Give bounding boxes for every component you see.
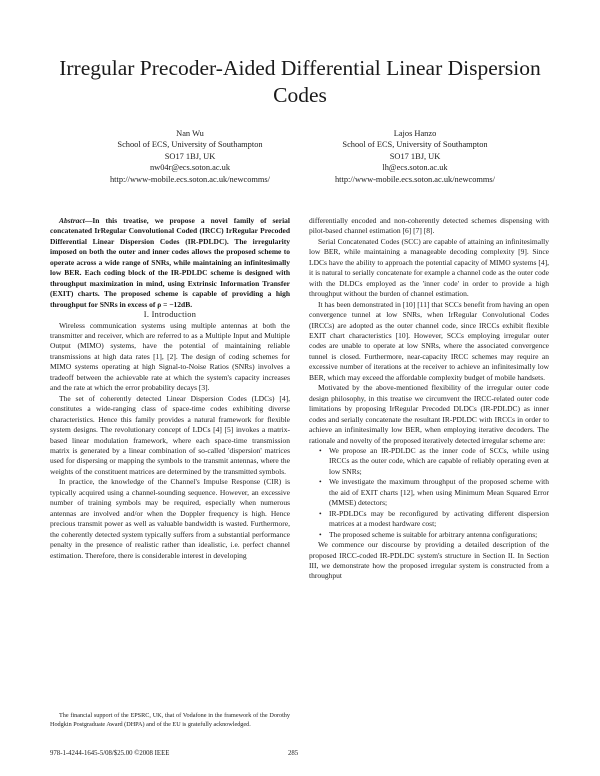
footnote-text: The financial support of the EPSRC, UK, that of Vodafone in the framework of the Dorothy Hodgkin Postgraduate Award (DHPA) and of the EU is gratefully acknowledged. (50, 712, 290, 728)
paragraph: We commence our discourse by providing a detailed description of the proposed IRCC-coded IR-PDLDC system's structure in Section II. In Section III, we demonstrate how the proposed irregular system is constructed from a throughput (309, 540, 549, 581)
paragraph: Wireless communication systems using multiple antennas at both the transmitter and receiver, which are referred to as a Multiple Input and Multiple Output (MIMO) systems, have the potential of maintaining reliable transmissions at high data rates [1], [2]. The design of coding schemes for MIMO systems operating at high Signal-to-Noise Ratios (SNRs) involves a tradeoff between the achievable rate at which the system's capacity increases and the rate at which the error probability decays [3]. (50, 320, 290, 393)
page-number: 285 (288, 750, 299, 757)
author-url: http://www-mobile.ecs.soton.ac.uk/newcomms/ (109, 174, 271, 184)
right-column (309, 216, 549, 582)
section-heading: I. Introduction (143, 310, 197, 320)
paper-title: Irregular Precoder-Aided Differential Linear Dispersion Codes (59, 56, 541, 107)
abstract (50, 216, 290, 310)
paragraph: It has been demonstrated in [10] [11] that SCCs benefit from having an open convergence tunnel at low SNRs, when IrRegular Convolutional Codes (IRCCs) are adopted as the outer channel code, since IRCCs exhibit flexible EXIT chart characteristics [10]. However, SCCs employing irregular outer codes are unable to operate at low SNRs, where the associated convergence tunnel is closed. Furthermore, near-capacity IRCC schemes may require an excessive number of iterations at the receiver to achieve an infinitesimally low BER, which may exceed the affordable complexity budget of mobile handsets. (309, 299, 549, 382)
author-email: lh@ecs.soton.ac.uk (382, 163, 448, 173)
list-item: • We propose an IR-PDLDC as the inner code of SCCs, while using IRCCs as the outer code, which are capable of reliably operating even at low SNRs; (329, 446, 549, 477)
left-column (50, 216, 290, 561)
author-affiliation: School of ECS, University of Southampton (117, 140, 263, 150)
author-postcode: SO17 1BJ, UK (164, 151, 216, 161)
author-affiliation: School of ECS, University of Southampton (342, 140, 488, 150)
footnote (50, 712, 290, 729)
footer-isbn: 978-1-4244-1645-5/08/$25.00 ©2008 IEEE (50, 750, 170, 757)
paragraph: Serial Concatenated Codes (SCC) are capable of attaining an infinitesimally low BER, while maintaining a manageable decoding complexity [9]. Since LDCs have the ability to approach the potential capacity of MIMO systems [4], it is natural to serially concatenate for example a channel code as the outer code with the DLDCs employed as the 'inner code' in order to provide a high throughput without the burden of channel estimation. (309, 236, 549, 299)
paragraph: In practice, the knowledge of the Channel's Impulse Response (CIR) is typically acquired using a channel-sounding sequence. However, an excessive number of training symbols may be required, especially when numerous antennas are involved and/or when the Doppler frequency is high. Hence precious transmit power as well as valuable bandwidth is wasted. Furthermore, the coherently detected system typically suffers from a substantial performance penalty in the presence of realistic rather than idealistic, i.e. perfect channel estimation. Therefore, there is considerable interest in developing (50, 477, 290, 560)
abstract-label: Abstract (59, 216, 85, 225)
author-block-1 (75, 128, 305, 185)
list-item: • The proposed scheme is suitable for arbitrary antenna configurations; (329, 530, 549, 540)
paragraph: Motivated by the above-mentioned flexibility of the irregular outer code design philosophy, in this treatise we circumvent the IRCC-related outer code limitations by proposing IrRegular Precoded DLDCs (IR-PDLDC) as inner codes and serially concatenate the resultant IR-PDLDC with IRCCs in order to achieve an infinitesimally low BER, when employing iterative decoders. The rationale and novelty of the proposed iteratively detected irregular scheme are: (309, 383, 549, 445)
author-email: nw04r@ecs.soton.ac.uk (149, 163, 231, 173)
author-name: Nan Wu (176, 129, 204, 138)
author-url: http://www-mobile.ecs.soton.ac.uk/newcomms/ (334, 174, 496, 184)
contribution-list (309, 446, 549, 540)
author-postcode: SO17 1BJ, UK (389, 151, 441, 161)
paragraph: The set of coherently detected Linear Dispersion Codes (LDCs) [4], constitutes a wide-ranging class of space-time codes exhibiting diverse characteristics. Hence this family provides a natural framework for flexible system designs. The revolutionary concept of LDCs [4] [5] invokes a matrix-based linear modulation framework, where each space-time transmission matrix is generated by a linear combination of so-called 'dispersion' matrices used for dispersing or mapping the symbols to the transmit antennas, where the weights of the constituent matrices are determined by the transmitted symbols. (50, 393, 290, 476)
list-item: • IR-PDLDCs may be reconfigured by activating different dispersion matrices at a modest hardware cost; (329, 509, 549, 530)
author-name: Lajos Hanzo (393, 129, 437, 138)
paragraph: differentially encoded and non-coherently detected schemes dispensing with pilot-based channel estimation [6] [7] [8]. (309, 216, 549, 236)
author-block-2 (300, 128, 530, 185)
abstract-text: —In this treatise, we propose a novel family of serial concatenated IrRegular Convolutional Coded (IRCC) IrRegular Precoded Differential Linear Dispersion Codes (IR-PDLDC). The irregularity imposed on both the outer and inner codes allows the proposed scheme to operate across a wide range of SNRs, while maintaining an infinitesimally low BER. Each coding block of the IR-PDLDC scheme is designed with throughput maximization in mind, using Extrinsic Information Transfer (EXIT) charts. The proposed scheme is capable of providing a high throughput for SNRs in excess of ρ = −12dB. (50, 216, 290, 309)
list-item: • We investigate the maximum throughput of the proposed scheme with the aid of EXIT charts [12], when using Minimum Mean Squared Error (MMSE) detectors; (329, 477, 549, 508)
